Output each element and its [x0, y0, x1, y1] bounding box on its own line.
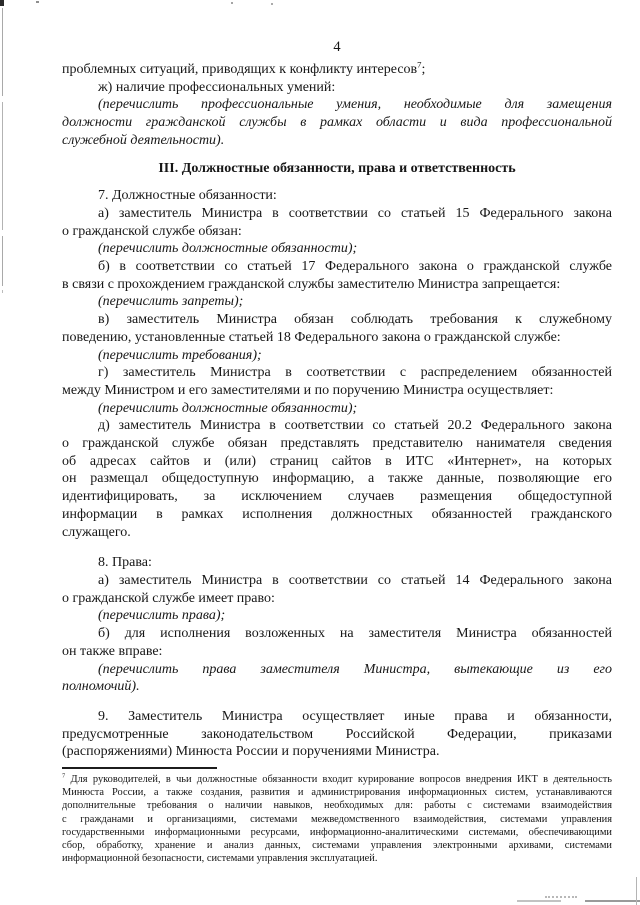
scan-artifact: [271, 3, 273, 5]
document-body: [62, 38, 612, 865]
scan-artifact: [2, 290, 3, 293]
footnote-line: Минюста России, а также создания, развития и администрирования информационных систем, устанавливаются: [62, 787, 612, 799]
text-line: поведению, установленные статьей 18 Федерального закона о гражданской службе:: [62, 329, 561, 345]
text-line: 8. Права:: [98, 555, 152, 571]
text-line: б) для исполнения возложенных на заместителя Министра обязанностей: [98, 626, 612, 642]
footnote-separator: [62, 767, 217, 769]
scan-artifact: [2, 236, 3, 286]
scan-artifact: [545, 896, 577, 898]
text-line: о гражданской службе обязан представлять представителю нанимателя сведения: [62, 436, 612, 452]
footnote-ref: 7: [62, 772, 66, 780]
text-line: об адресах сайтов и (или) страниц сайтов в ИТС «Интернет», на которых: [62, 453, 612, 469]
text-line: д) заместитель Министра в соответствии со статьей 20.2 Федерального закона: [98, 418, 612, 434]
footnote-text: [62, 773, 612, 865]
text-line: ж) наличие профессиональных умений:: [98, 79, 336, 95]
footnote-line: сбор, обработку, хранение и анализ данных, системами управления электронными архивами, системами: [62, 840, 612, 852]
scan-artifact: [0, 0, 4, 6]
footnote-line: $^7$ Для руководителей, в чьи должностные обязанности входит курирование вопросов внедрения ИКТ в деятельность: [62, 772, 612, 786]
text-line: а) заместитель Министра в соответствии со статьей 15 Федерального закона: [98, 205, 612, 221]
scan-artifact: [2, 8, 3, 96]
footnote-line: дополнительные требования о наличии навыков, необходимых для: работы с системами взаимодействия: [62, 800, 612, 812]
text-line: идентифицировать, за исключением случаев размещения общедоступной: [62, 489, 612, 505]
scan-artifact: [36, 1, 39, 3]
text-line: (перечислить профессиональные умения, необходимые для замещения: [98, 97, 612, 113]
text-line: (перечислить должностные обязанности);: [98, 400, 358, 416]
text-line: проблемных ситуаций, приводящих к конфликту интересов$^7$;: [62, 59, 426, 77]
text-line: предусмотренные законодательством Российской Федерации, приказами: [62, 726, 612, 742]
text-line: (распоряжениями) Минюста России и поручениями Министра.: [62, 744, 440, 760]
footnote-line: информационной безопасности, системами управления эксплуатацией.: [62, 853, 378, 865]
text-line: б) в соответствии со статьей 17 Федерального закона о гражданской службе: [98, 259, 612, 275]
text-line: служебной деятельности).: [62, 132, 225, 148]
text-line: г) заместитель Министра в соответствии с распределением обязанностей: [98, 365, 612, 381]
footnote-line: с гражданами и организациями, системами межведомственного взаимодействия, системами управления: [62, 813, 612, 825]
text-line: в связи с прохождением гражданской службы заместителю Министра запрещается:: [62, 276, 561, 292]
scan-artifact: [231, 2, 233, 4]
page-number: 4: [333, 39, 341, 55]
footnote-line: государственными информационными ресурсами, информационно-аналитическими системами, обеспечивающими: [62, 826, 612, 838]
footnote-ref: 7: [417, 59, 422, 70]
text-line: 7. Должностные обязанности:: [98, 188, 277, 204]
section-heading: III. Должностные обязанности, права и ответственность: [158, 160, 516, 176]
text-line: между Министром и его заместителями и по поручению Министра осуществляет:: [62, 382, 554, 398]
body-text: [62, 61, 612, 761]
text-line: о гражданской службе обязан:: [62, 223, 242, 239]
text-line: (перечислить должностные обязанности);: [98, 241, 358, 257]
text-line: 9. Заместитель Министра осуществляет иные права и обязанности,: [98, 708, 612, 724]
text-line: в) заместитель Министра обязан соблюдать требования к служебному: [98, 312, 612, 328]
text-line: (перечислить права заместителя Министра, вытекающие из его: [98, 661, 612, 677]
text-line: он размещал общедоступную информацию, а также данные, позволяющие его: [62, 471, 612, 487]
text-line: должности гражданской службы в рамках области и вида профессиональной: [62, 115, 612, 131]
text-line: информации в рамках исполнения должностных обязанностей гражданского: [62, 506, 612, 522]
text-line: (перечислить требования);: [98, 347, 262, 363]
text-line: он также вправе:: [62, 643, 163, 659]
text-line: (перечислить права);: [98, 608, 226, 624]
text-line: (перечислить запреты);: [98, 294, 244, 310]
scan-artifact: [517, 900, 561, 902]
text-line: а) заместитель Министра в соответствии со статьей 14 Федерального закона: [98, 572, 612, 588]
scan-artifact: [585, 900, 640, 902]
text-line: служащего.: [62, 524, 131, 540]
text-line: полномочий).: [62, 679, 140, 695]
scan-artifact: [636, 877, 637, 905]
scan-artifact: [2, 102, 3, 230]
text-line: о гражданской службе имеет право:: [62, 590, 275, 606]
